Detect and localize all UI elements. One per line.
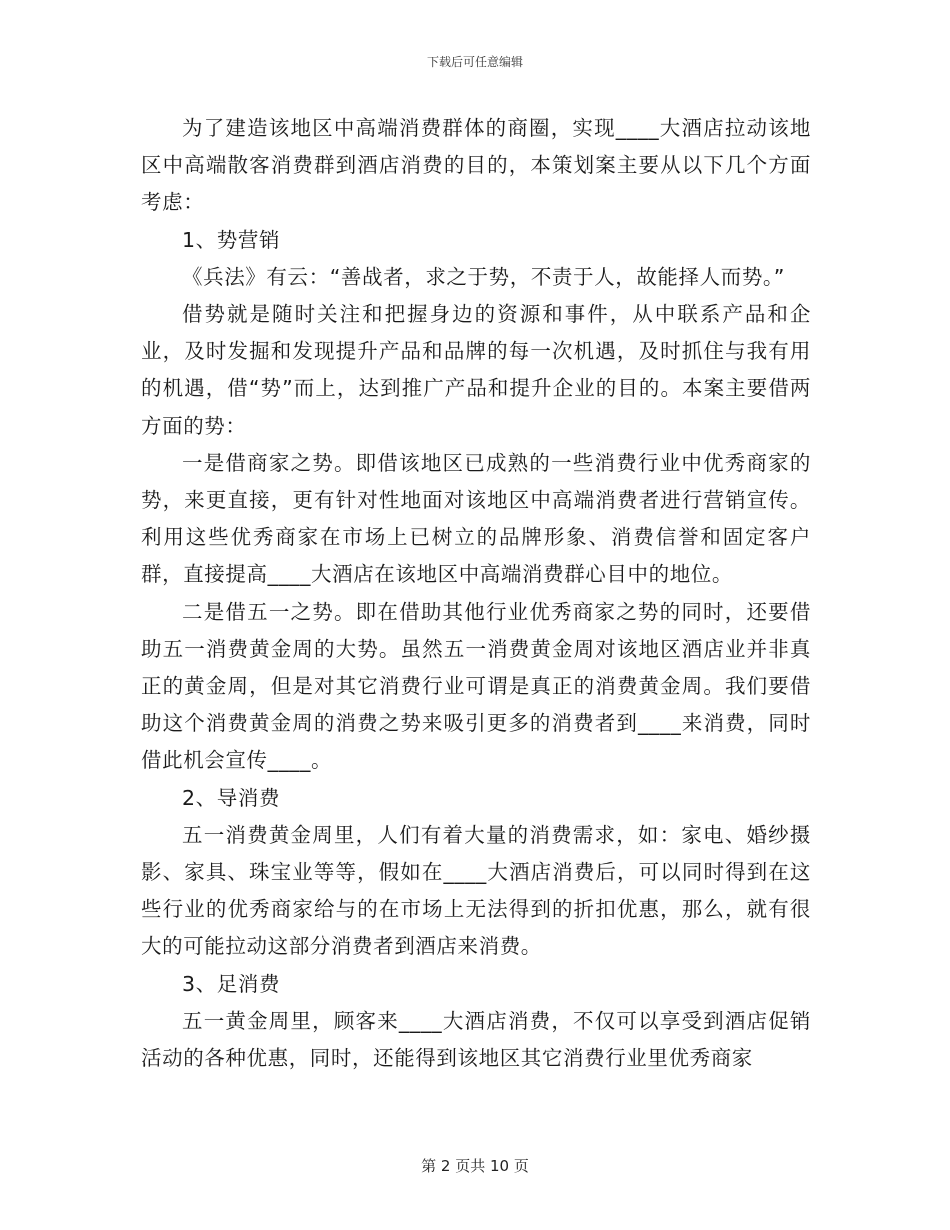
heading-section-3: 3、足消费: [182, 971, 281, 996]
paragraph-intro: 为了建造该地区中高端消费群体的商圈，实现____大酒店拉动该地区中高端散客消费群到酒店消费的目的，本策划案主要从以下几个方面考虑：: [141, 116, 811, 215]
heading-section-1: 1、势营销: [182, 227, 281, 252]
paragraph-quote: 《兵法》有云：“善战者，求之于势，不责于人，故能择人而势。”: [182, 264, 785, 289]
paragraph-satisfy-consumption: 五一黄金周里，顾客来____大酒店消费，不仅可以享受到酒店促销活动的各种优惠，同时，还能得到该地区其它消费行业里优秀商家: [141, 1008, 811, 1071]
paragraph-guide-consumption: 五一消费黄金周里，人们有着大量的消费需求，如：家电、婚纱摄影、家具、珠宝业等等，假如在____大酒店消费后，可以同时得到在这些行业的优秀商家给与的在市场上无法得到的折扣优惠，那么，就有很大的可能拉动这部分消费者到酒店来消费。: [141, 822, 811, 959]
heading-section-2: 2、导消费: [182, 785, 281, 810]
paragraph-leverage: 借势就是随时关注和把握身边的资源和事件，从中联系产品和企业，及时发掘和发现提升产品和品牌的每一次机遇，及时抓住与我有用的机遇，借“势”而上，达到推广产品和提升企业的目的。本案主要借两方面的势：: [141, 302, 811, 438]
page-header: 下载后可任意编辑: [426, 55, 523, 69]
paragraph-mayday: 二是借五一之势。即在借助其他行业优秀商家之势的同时，还要借助五一消费黄金周的大势。虽然五一消费黄金周对该地区酒店业并非真正的黄金周，但是对其它消费行业可谓是真正的消费黄金周。我们要借助这个消费黄金周的消费之势来吸引更多的消费者到____来消费，同时借此机会宣传____。: [141, 599, 811, 773]
paragraph-merchants: 一是借商家之势。即借该地区已成熟的一些消费行业中优秀商家的势，来更直接，更有针对性地面对该地区中高端消费者进行营销宣传。利用这些优秀商家在市场上已树立的品牌形象、消费信誉和固定客户群，直接提高____大酒店在该地区中高端消费群心目中的地位。: [141, 450, 811, 587]
document-body: [141, 110, 811, 1077]
page-footer: 第 2 页共 10 页: [421, 1157, 529, 1175]
